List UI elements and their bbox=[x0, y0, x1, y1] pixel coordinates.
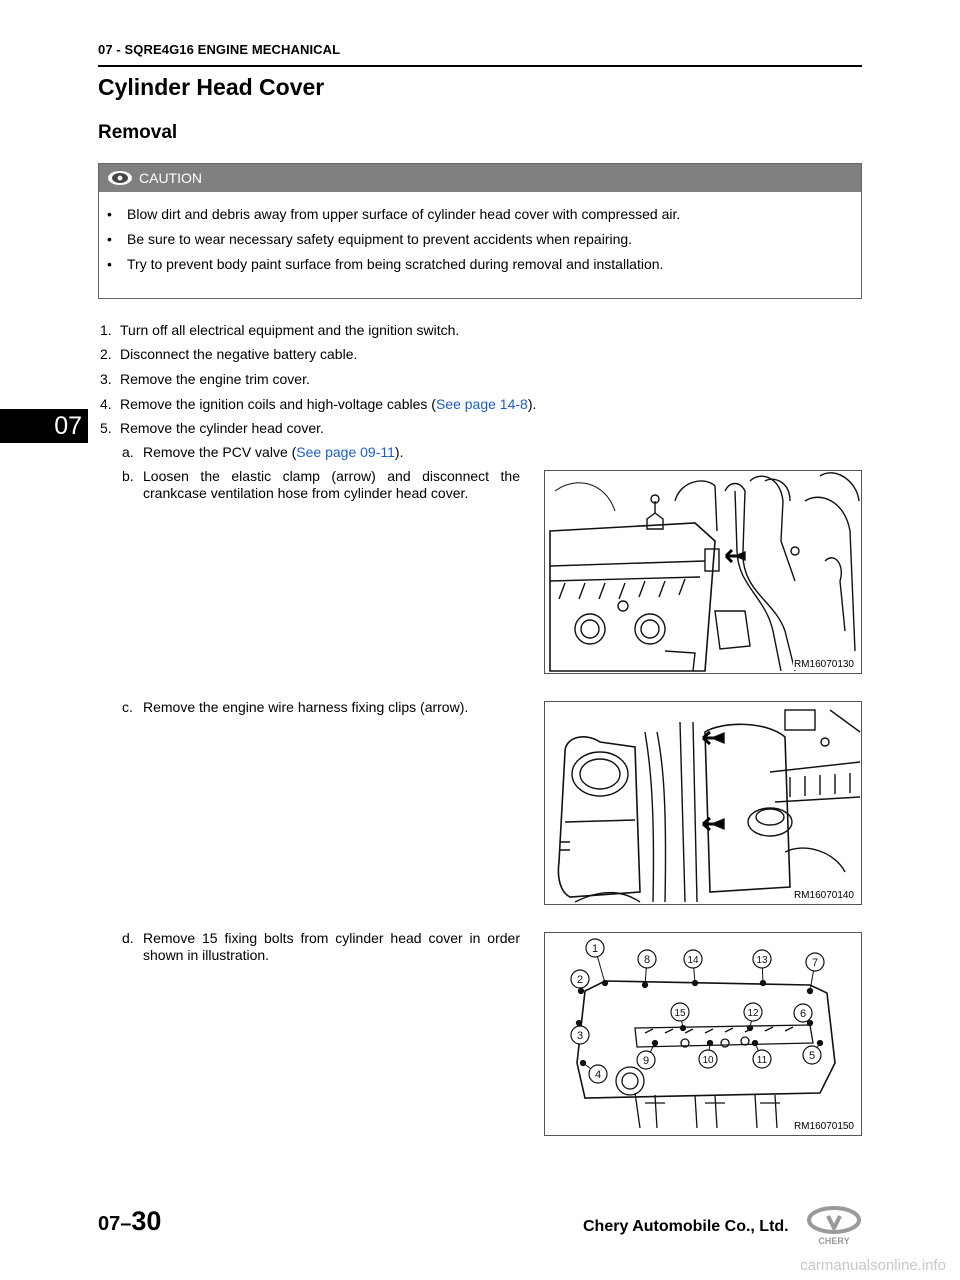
engine-illustration bbox=[545, 471, 861, 673]
bolt-callout-number: 6 bbox=[799, 1008, 807, 1020]
bolt-marker bbox=[693, 981, 698, 986]
bolt-marker bbox=[653, 1041, 658, 1046]
substep-text: Loosen the elastic clamp (arrow) and disconnect the crankcase ventilation hose from cylinder head cover. bbox=[143, 468, 520, 501]
bolt-callout-number: 7 bbox=[811, 957, 819, 969]
bolt-marker bbox=[577, 1021, 582, 1026]
substep-text: Remove 15 fixing bolts from cylinder head cover in order shown in illustration. bbox=[143, 930, 520, 963]
figure-wire-harness-clips bbox=[544, 701, 862, 905]
step-text: Remove the cylinder head cover. bbox=[120, 420, 324, 436]
figure-bolt-sequence bbox=[544, 932, 862, 1136]
bolt-marker bbox=[643, 983, 648, 988]
substep-label: a. bbox=[122, 444, 134, 460]
watermark: carmanualsonline.info bbox=[800, 1257, 946, 1274]
figure-code: RM16070130 bbox=[793, 659, 854, 670]
bolt-callout-number: 13 bbox=[756, 955, 768, 966]
bolt-marker bbox=[753, 1041, 758, 1046]
substep-text: Remove the engine wire harness fixing clips (arrow). bbox=[143, 699, 469, 715]
bolt-callout-number: 12 bbox=[747, 1008, 759, 1019]
bolt-callout-number: 5 bbox=[808, 1050, 816, 1062]
step-text-end: ). bbox=[527, 396, 537, 412]
substep-text-end: ). bbox=[394, 444, 404, 460]
step-5 bbox=[100, 420, 324, 436]
figure-code: RM16070140 bbox=[793, 890, 854, 901]
substep-text: Remove the PCV valve ( bbox=[143, 444, 297, 460]
figure-crankcase-hose bbox=[544, 470, 862, 674]
bolt-marker bbox=[748, 1026, 753, 1031]
cross-reference-link[interactable]: See page 09-11 bbox=[296, 444, 395, 460]
substep-label: c. bbox=[122, 699, 133, 715]
caution-box bbox=[98, 163, 862, 299]
bolt-callout-number: 3 bbox=[576, 1030, 584, 1042]
bolt-callout-number: 9 bbox=[642, 1055, 650, 1067]
section-header: 07 - SQRE4G16 ENGINE MECHANICAL bbox=[98, 42, 341, 57]
caution-item bbox=[107, 206, 861, 222]
cylinder-head-cover-diagram bbox=[545, 933, 861, 1135]
bolt-marker bbox=[603, 981, 608, 986]
bolt-callout-number: 11 bbox=[756, 1055, 768, 1066]
step-number: 5. bbox=[100, 420, 112, 436]
bolt-marker bbox=[761, 981, 766, 986]
section-subtitle: Removal bbox=[98, 122, 178, 143]
step-number: 4. bbox=[100, 396, 112, 412]
caution-header bbox=[99, 164, 861, 192]
step-number: 2. bbox=[100, 346, 112, 362]
header-rule bbox=[98, 65, 862, 67]
bolt-callout-number: 2 bbox=[576, 974, 584, 986]
step-text: Remove the engine trim cover. bbox=[120, 371, 310, 387]
caution-item-text: Be sure to wear necessary safety equipment to prevent accidents when repairing. bbox=[127, 231, 633, 247]
caution-item-text: Blow dirt and debris away from upper surface of cylinder head cover with compressed air. bbox=[127, 206, 681, 222]
engine-illustration bbox=[545, 702, 861, 904]
caution-label: CAUTION bbox=[139, 170, 202, 186]
company-name: Chery Automobile Co., Ltd. bbox=[583, 1218, 789, 1235]
cross-reference-link[interactable]: See page 14-8 bbox=[435, 396, 528, 412]
bolt-callout-number: 10 bbox=[702, 1055, 714, 1066]
page-number bbox=[98, 1206, 161, 1237]
step-text: Remove the ignition coils and high-voltage cables ( bbox=[120, 396, 436, 412]
bolt-marker bbox=[808, 989, 813, 994]
bolt-marker bbox=[581, 1061, 586, 1066]
caution-item bbox=[107, 256, 861, 272]
step-2 bbox=[100, 346, 357, 362]
bolt-callout-number: 1 bbox=[591, 943, 599, 955]
chery-logo bbox=[806, 1206, 862, 1246]
bolt-marker bbox=[579, 989, 584, 994]
bullet-icon: • bbox=[107, 206, 112, 222]
page-title: Cylinder Head Cover bbox=[98, 74, 325, 100]
substep-a bbox=[122, 444, 520, 461]
logo-text: CHERY bbox=[818, 1236, 850, 1246]
step-text: Turn off all electrical equipment and the ignition switch. bbox=[120, 322, 460, 338]
bolt-callout-number: 4 bbox=[594, 1069, 602, 1081]
eye-icon bbox=[107, 170, 133, 186]
step-4 bbox=[100, 396, 536, 412]
bolt-marker bbox=[681, 1026, 686, 1031]
step-number: 1. bbox=[100, 322, 112, 338]
step-number: 3. bbox=[100, 371, 112, 387]
bolt-marker bbox=[808, 1021, 813, 1026]
step-3 bbox=[100, 371, 310, 387]
bullet-icon: • bbox=[107, 256, 112, 272]
substep-label: b. bbox=[122, 468, 134, 484]
substep-d bbox=[122, 930, 520, 964]
step-1 bbox=[100, 322, 459, 338]
caution-item bbox=[107, 231, 861, 247]
substep-b bbox=[122, 468, 520, 502]
chapter-number: 07– bbox=[98, 1213, 132, 1235]
substep-c bbox=[122, 699, 520, 716]
bolt-callout-number: 14 bbox=[687, 955, 699, 966]
bullet-icon: • bbox=[107, 231, 112, 247]
caution-list bbox=[99, 192, 861, 272]
bolt-callout-number: 8 bbox=[643, 954, 651, 966]
bolt-marker bbox=[818, 1041, 823, 1046]
bolt-marker bbox=[708, 1041, 713, 1046]
step-text: Disconnect the negative battery cable. bbox=[120, 346, 358, 362]
page-number-value: 30 bbox=[131, 1206, 162, 1236]
bolt-callout-number: 15 bbox=[674, 1008, 686, 1019]
substep-label: d. bbox=[122, 930, 134, 946]
chapter-side-tab: 07 bbox=[0, 409, 88, 443]
figure-code: RM16070150 bbox=[793, 1121, 854, 1132]
caution-item-text: Try to prevent body paint surface from being scratched during removal and installation. bbox=[127, 256, 664, 272]
